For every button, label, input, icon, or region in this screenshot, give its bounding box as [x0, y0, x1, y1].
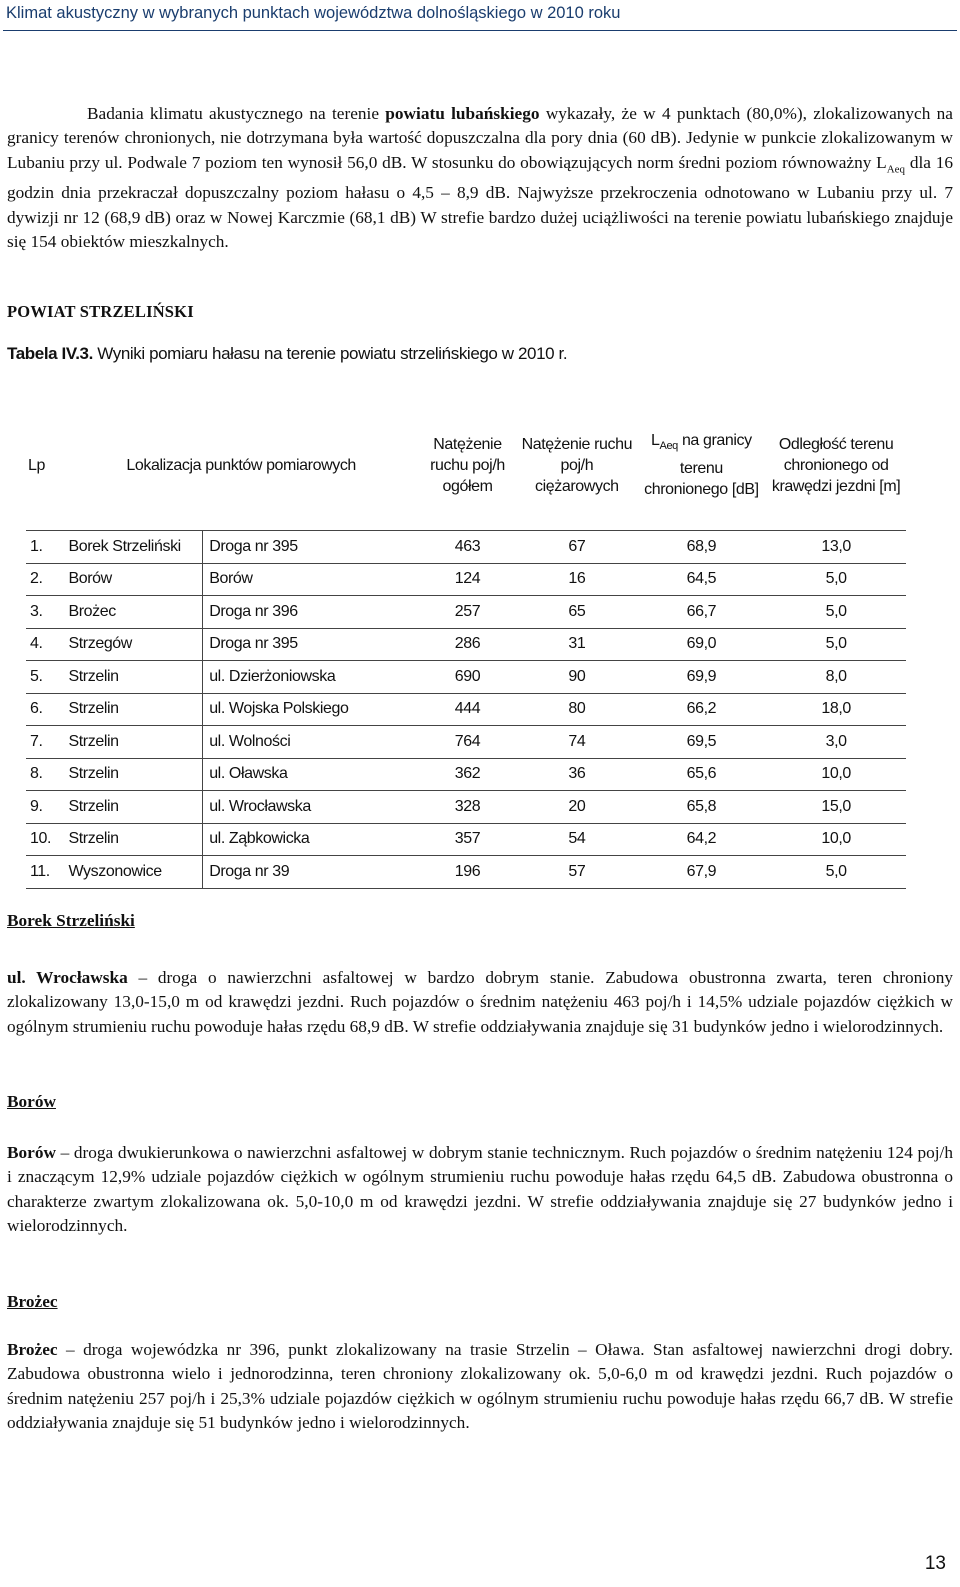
- row-street: Droga nr 395: [209, 537, 298, 555]
- row-laeq: 65,8: [686, 797, 717, 815]
- row-street: ul. Dzierżoniowska: [209, 667, 336, 685]
- row-street: ul. Ząbkowicka: [209, 830, 310, 848]
- row-traffic-heavy: 20: [568, 797, 586, 815]
- row-town: Borek Strzeliński: [64, 531, 202, 564]
- table-row: [26, 628, 906, 661]
- row-lp: 3.: [30, 602, 43, 620]
- row-traffic-heavy: 65: [568, 602, 586, 620]
- row-town: Strzelin: [64, 661, 202, 694]
- table-row: [26, 823, 906, 856]
- row-traffic-total: 286: [454, 635, 481, 653]
- table-row: [26, 531, 906, 564]
- row-town: Strzelin: [64, 758, 202, 791]
- row-lp: 6.: [30, 700, 43, 718]
- row-street: ul. Wojska Polskiego: [209, 700, 349, 718]
- header-laeq-text: na granicy terenu chronionego [dB]: [644, 432, 759, 498]
- intro-paragraph: [7, 102, 953, 254]
- section-heading: POWIAT STRZELIŃSKI: [7, 302, 194, 321]
- row-traffic-total: 328: [454, 797, 481, 815]
- row-street: ul. Wrocławska: [209, 797, 311, 815]
- row-traffic-total: 124: [454, 570, 481, 588]
- row-traffic-total: 463: [454, 537, 481, 555]
- header-laeq-prefix: L: [651, 432, 660, 450]
- intro-laeq-subscript: Aeq: [886, 163, 906, 176]
- page-number: 13: [924, 1553, 946, 1574]
- intro-text-start: Badania klimatu akustycznego na terenie: [87, 104, 379, 123]
- row-laeq: 68,9: [686, 537, 717, 555]
- row-town: Wyszonowice: [64, 856, 202, 889]
- row-lp: 10.: [30, 830, 52, 848]
- header-lp: Lp: [26, 400, 64, 531]
- intro-text-end: dla 16 godzin dnia przekraczał dopuszczalny poziom hałasu o 4,5 – 8,9 dB. Najwyższe przekroczenia odnotowano w Lubaniu przy ul. 7 dywizji nr 12 (68,9 dB) oraz w Nowej Karczmie (68,1 dB) W strefie bardzo dużej uciążliwości na terenie powiatu lubańskiego znajduje się 154 obiektów mieszkalnych.: [7, 152, 953, 251]
- row-traffic-total: 257: [454, 602, 481, 620]
- row-traffic-heavy: 74: [568, 732, 586, 750]
- header-traffic-heavy: Natężenie ruchu poj/h ciężarowych: [517, 400, 636, 531]
- row-traffic-heavy: 31: [568, 635, 586, 653]
- location-paragraph-brozec: [7, 1338, 953, 1435]
- table-body: [26, 531, 906, 889]
- row-distance: 5,0: [825, 862, 847, 880]
- location-text-borek: – droga o nawierzchni asfaltowej w bardzo dobrym stanie. Zabudowa obustronna zwarta, teren chroniony zlokalizowany 13,0-15,0 m od krawędzi jezdni. Ruch pojazdów o średnim natężeniu 463 poj/h i 14,5% udziale pojazdów ciężkich w ogólnym strumieniu ruchu powoduje hałas rzędu 68,9 dB. W strefie oddziaływania znajduje się 31 budynków jedno i wielorodzinnych.: [7, 968, 953, 1036]
- row-street: ul. Oławska: [209, 765, 288, 783]
- table-row: [26, 563, 906, 596]
- row-traffic-heavy: 57: [568, 862, 586, 880]
- row-lp: 7.: [30, 732, 43, 750]
- row-distance: 3,0: [825, 732, 847, 750]
- row-town: Strzelin: [64, 791, 202, 824]
- table-row: [26, 791, 906, 824]
- row-street: Droga nr 395: [209, 635, 298, 653]
- location-text-borow: – droga dwukierunkowa o nawierzchni asfaltowej w dobrym stanie technicznym. Ruch pojazdów o średnim natężeniu 124 poj/h i znaczącym 12,9% udziale pojazdów ciężkich w ogólnym strumieniu ruchu powoduje hałas rzędu 64,5 dB. Zabudowa obustronna o charakterze zwartym zlokalizowana ok. 5,0-10,0 m od krawędzi jezdni. W strefie oddziaływania znajduje się 27 budynków jedno i wielorodzinnych.: [7, 1143, 953, 1235]
- row-traffic-total: 444: [454, 700, 481, 718]
- row-distance: 5,0: [825, 635, 847, 653]
- header-laeq: [637, 400, 767, 531]
- row-lp: 8.: [30, 765, 43, 783]
- row-traffic-heavy: 16: [568, 570, 586, 588]
- row-distance: 8,0: [825, 667, 847, 685]
- row-town: Strzelin: [64, 823, 202, 856]
- row-distance: 5,0: [825, 570, 847, 588]
- header-distance: Odległość terenu chronionego od krawędzi jezdni [m]: [766, 400, 906, 531]
- header-divider: [3, 30, 957, 31]
- location-lead-borek: ul. Wrocławska: [7, 968, 128, 987]
- row-traffic-heavy: 36: [568, 765, 586, 783]
- location-lead-brozec: Brożec: [7, 1340, 58, 1359]
- table-row: [26, 693, 906, 726]
- row-laeq: 64,5: [686, 570, 717, 588]
- row-traffic-heavy: 67: [568, 537, 586, 555]
- header-laeq-subscript: Aeq: [659, 440, 678, 453]
- noise-results-table: [26, 400, 906, 889]
- location-heading-borow: Borów: [7, 1092, 56, 1111]
- row-laeq: 65,6: [686, 765, 717, 783]
- row-lp: 4.: [30, 635, 43, 653]
- location-heading-borek: Borek Strzeliński: [7, 911, 135, 930]
- row-traffic-heavy: 54: [568, 830, 586, 848]
- row-traffic-heavy: 80: [568, 700, 586, 718]
- row-town: Strzegów: [64, 628, 202, 661]
- row-traffic-total: 357: [454, 830, 481, 848]
- table-caption-text: Wyniki pomiaru hałasu na terenie powiatu strzelińskiego w 2010 r.: [97, 344, 568, 363]
- row-street: Droga nr 39: [209, 862, 290, 880]
- row-lp: 11.: [30, 862, 50, 880]
- row-laeq: 67,9: [686, 862, 717, 880]
- row-lp: 1.: [30, 537, 43, 555]
- location-heading-brozec: Brożec: [7, 1292, 58, 1311]
- row-distance: 18,0: [821, 700, 851, 718]
- row-town: Strzelin: [64, 726, 202, 759]
- row-distance: 10,0: [821, 765, 851, 783]
- table-row: [26, 758, 906, 791]
- row-traffic-heavy: 90: [568, 667, 586, 685]
- intro-text-middle: wykazały, że w 4 punktach (80,0%), zlokalizowanych na granicy terenów chronionych, nie dotrzymana była wartość dopuszczalna dla pory dnia (60 dB). Jedynie w punkcie zlokalizowanym w Lubaniu przy ul. Podwale 7 poziom ten wynosił 56,0 dB. W stosunku do obowiązujących norm średni poziom równoważny L: [7, 104, 953, 172]
- row-street: ul. Wolności: [209, 732, 291, 750]
- row-street: Droga nr 396: [209, 602, 298, 620]
- table-row: [26, 856, 906, 889]
- row-distance: 10,0: [821, 830, 851, 848]
- location-paragraph-borow: [7, 1141, 953, 1238]
- row-lp: 9.: [30, 797, 43, 815]
- intro-bold-district: powiatu lubańskiego: [385, 104, 540, 123]
- table-row: [26, 726, 906, 759]
- row-laeq: 69,9: [686, 667, 717, 685]
- row-street: Borów: [209, 570, 253, 588]
- row-town: Borów: [64, 563, 202, 596]
- table-row: [26, 661, 906, 694]
- row-laeq: 69,0: [686, 635, 717, 653]
- table-row: [26, 596, 906, 629]
- location-text-brozec: – droga wojewódzka nr 396, punkt zlokalizowany na trasie Strzelin – Oława. Stan asfaltowej nawierzchni drogi dobry. Zabudowa obustronna wielo i jednorodzinna, teren chroniony zlokalizowany ok. 5,0-6,0 m od krawędzi jezdni. Ruch pojazdów o średnim natężeniu 257 poj/h i 25,3% udziale pojazdów ciężkich w ogólnym strumieniu ruchu powoduje hałas rzędu 66,7 dB. W strefie oddziaływania znajduje się 51 budynków jedno i wielorodzinnych.: [7, 1340, 953, 1432]
- location-paragraph-borek: [7, 966, 953, 1039]
- row-laeq: 66,7: [686, 602, 717, 620]
- row-traffic-total: 362: [454, 765, 481, 783]
- running-header-title: Klimat akustyczny w wybranych punktach województwa dolnośląskiego w 2010 roku: [6, 4, 621, 22]
- row-distance: 13,0: [821, 537, 851, 555]
- header-traffic-total: Natężenie ruchu poj/h ogółem: [418, 400, 517, 531]
- row-town: Strzelin: [64, 693, 202, 726]
- row-traffic-total: 764: [454, 732, 481, 750]
- table-header-row: [26, 400, 906, 531]
- table-caption-label: Tabela IV.3.: [7, 344, 93, 363]
- table-caption: [7, 344, 567, 364]
- row-distance: 15,0: [821, 797, 851, 815]
- row-lp: 2.: [30, 570, 43, 588]
- row-traffic-total: 690: [454, 667, 481, 685]
- row-laeq: 66,2: [686, 700, 717, 718]
- row-distance: 5,0: [825, 602, 847, 620]
- row-town: Brożec: [64, 596, 202, 629]
- row-laeq: 64,2: [686, 830, 717, 848]
- header-location: Lokalizacja punktów pomiarowych: [64, 400, 417, 531]
- row-lp: 5.: [30, 667, 43, 685]
- location-lead-borow: Borów: [7, 1143, 56, 1162]
- row-traffic-total: 196: [454, 862, 481, 880]
- row-laeq: 69,5: [686, 732, 717, 750]
